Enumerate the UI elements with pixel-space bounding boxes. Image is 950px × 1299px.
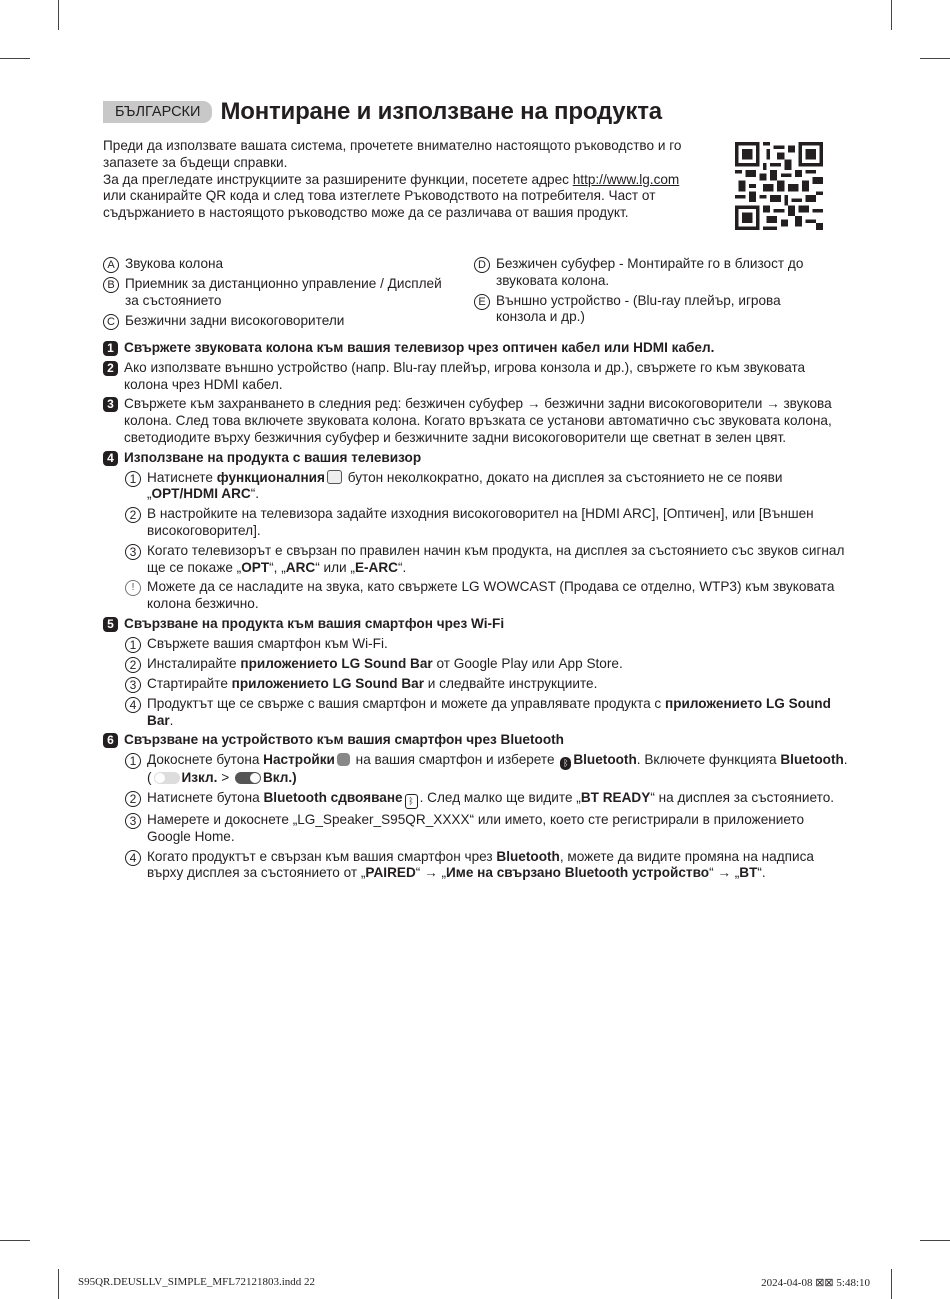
- step-number-icon: 2: [103, 361, 118, 376]
- part-e: [474, 293, 824, 327]
- text-run: , можете да видите промяна на надписа върху дисплея за състоянието от „: [147, 848, 814, 881]
- step-6-item-4: [125, 849, 848, 883]
- text-run: Вкл.: [262, 770, 293, 786]
- page-content: [103, 96, 848, 881]
- item-text: Намерете и докоснете „LG_Speaker_S95QR_XXXX“ или името, което сте регистрирали в приложението Google Home.: [147, 811, 805, 844]
- crop-mark: [58, 1269, 59, 1299]
- arrow-icon: →: [424, 865, 438, 881]
- part-c: [103, 313, 453, 330]
- step-number-icon: 5: [103, 617, 118, 632]
- step-4-item-2: [125, 506, 848, 540]
- step-6-item-3: [125, 812, 848, 846]
- arrow-icon: →: [717, 865, 731, 881]
- step-4-item-3: [125, 543, 848, 577]
- step-6-item-2: [125, 790, 848, 809]
- text-run: “.: [757, 865, 766, 881]
- text-run: Когато продуктът е свързан към вашия смартфон чрез: [147, 848, 497, 864]
- intro-text-b: или сканирайте QR кода и след това изтеглете Ръководството на потребителя. Част от съдържанието в настоящото ръководство може да се различава от вашия продукт.: [103, 188, 656, 221]
- text-run: . След малко ще видите „: [419, 789, 581, 805]
- text-run: Bluetooth сдвояване: [263, 789, 403, 805]
- function-button-icon: [327, 470, 342, 484]
- text-run: “.: [250, 486, 260, 502]
- step-1-text: Свържете звуковата колона към вашия телевизор чрез оптичен кабел или HDMI кабел.: [124, 340, 715, 355]
- step-4-note: [125, 579, 848, 613]
- step-1: [103, 340, 848, 357]
- text-run: . Включете функцията: [636, 752, 781, 768]
- arrow-icon: →: [766, 396, 780, 412]
- text-run: звукова колона. След това включете звуковата колона. Когато връзката се установи автоматично със звуковата колона, светодиодите върху безжичния субуфер и безжичните задни високоговорители ще светнат в зелен цвят.: [124, 396, 832, 445]
- text-run: безжични задни високоговорители: [540, 396, 767, 412]
- steps-list: [103, 340, 848, 885]
- intro-text-a: За да прегледате инструкциите за разширените функции, посетете адрес: [103, 171, 573, 187]
- text-run: приложението LG Sound Bar: [240, 655, 433, 671]
- crop-mark: [920, 1240, 950, 1241]
- note-text: Можете да се насладите на звука, като свържете LG WOWCAST (Продава се отделно, WTP3) към звуковата колона безжично.: [147, 579, 835, 612]
- intro-line-2: [103, 172, 703, 222]
- item-number-icon: 4: [125, 850, 141, 866]
- footer-date: 2024-04-08 ⊠⊠ 5:48:10: [761, 1277, 870, 1289]
- toggle-off-icon: [154, 772, 180, 784]
- page-title: Монтиране и използване на продукта: [220, 98, 662, 125]
- crop-mark: [58, 0, 59, 30]
- text-run: OPT: [241, 559, 270, 575]
- text-run: Bluetooth: [573, 752, 637, 768]
- step-number-icon: 4: [103, 451, 118, 466]
- qr-code-icon: [735, 142, 823, 230]
- crop-mark: [0, 58, 30, 59]
- item-text: [147, 656, 623, 673]
- text-run: на вашия смартфон и изберете: [351, 752, 559, 768]
- intro-line-1: Преди да използвате вашата система, прочетете внимателно настоящото ръководство и го запазете за бъдещи справки.: [103, 138, 682, 170]
- part-d-label: Безжичен субуфер - Монтирайте го в близост до звуковата колона.: [496, 256, 804, 288]
- crop-mark: [0, 1240, 30, 1241]
- item-text: [147, 849, 848, 883]
- toggle-on-icon: [235, 772, 261, 784]
- item-text: Свържете вашия смартфон към Wi-Fi.: [147, 635, 388, 651]
- crop-mark: [920, 58, 950, 59]
- text-run: OPT/HDMI ARC: [151, 486, 251, 502]
- text-run: Натиснете бутона: [147, 789, 264, 805]
- item-text: [147, 676, 597, 693]
- text-run: Инсталирайте: [147, 655, 241, 671]
- item-number-icon: 3: [125, 544, 141, 560]
- settings-gear-icon: [337, 753, 350, 766]
- text-run: Натиснете: [147, 469, 217, 485]
- step-2: [103, 360, 848, 394]
- step-4: [103, 450, 848, 467]
- letter-d-icon: D: [474, 257, 490, 273]
- part-d: [474, 256, 824, 290]
- language-tab: БЪЛГАРСКИ: [103, 101, 212, 123]
- text-run: “.: [397, 559, 407, 575]
- crop-mark: [891, 0, 892, 30]
- item-text: [147, 696, 848, 730]
- item-text: [147, 470, 848, 504]
- item-number-icon: 4: [125, 697, 141, 713]
- step-number-icon: 3: [103, 397, 118, 412]
- step-5-item-2: [125, 656, 848, 673]
- text-run: Стартирайте: [147, 675, 232, 691]
- part-a: [103, 256, 453, 273]
- parts-column-right: [474, 256, 824, 329]
- text-run: “: [709, 865, 718, 881]
- text-run: Когато телевизорът е свързан по правилен начин към продукта, на дисплея за състоянието със звуков сигнал ще се покаже „: [147, 542, 845, 575]
- text-run: .: [169, 712, 174, 728]
- item-number-icon: 2: [125, 791, 141, 807]
- text-run: Bluetooth: [496, 848, 560, 864]
- bluetooth-pair-button-icon: ᛒ: [405, 794, 418, 809]
- text-run: Свържете към захранването в следния ред: безжичен субуфер: [124, 396, 527, 412]
- step-5-item-1: [125, 636, 848, 653]
- text-run: приложението LG Sound Bar: [147, 695, 831, 728]
- item-number-icon: 3: [125, 813, 141, 829]
- step-5-item-3: [125, 676, 848, 693]
- item-number-icon: 3: [125, 677, 141, 693]
- text-run: Изкл.: [181, 770, 218, 786]
- item-text: [147, 752, 848, 787]
- letter-a-icon: A: [103, 257, 119, 273]
- step-6: [103, 732, 848, 749]
- letter-e-icon: E: [474, 294, 490, 310]
- step-number-icon: 6: [103, 733, 118, 748]
- letter-c-icon: C: [103, 314, 119, 330]
- part-b: [103, 276, 453, 310]
- text-run: “: [415, 865, 425, 881]
- text-run: „: [437, 865, 446, 881]
- part-e-label: Външно устройство - (Blu-ray плейър, игрова конзола и др.): [496, 292, 781, 325]
- text-run: Продуктът ще се свърже с вашия смартфон и можете да управлявате продукта с: [147, 695, 665, 711]
- text-run: BT: [739, 865, 758, 881]
- page-header: [103, 96, 848, 128]
- text-run: от Google Play или App Store.: [432, 655, 623, 671]
- item-number-icon: 1: [125, 471, 141, 487]
- text-run: Докоснете бутона: [147, 752, 264, 768]
- step-3-text: [124, 396, 848, 446]
- text-run: “ или „: [315, 559, 355, 575]
- text-run: ARC: [285, 559, 316, 575]
- text-run: Настройки: [263, 752, 335, 768]
- step-number-icon: 1: [103, 341, 118, 356]
- item-number-icon: 1: [125, 753, 141, 769]
- note-icon: !: [125, 580, 141, 596]
- text-run: Bluetooth: [780, 752, 844, 768]
- text-run: . (: [147, 752, 848, 786]
- text-run: PAIRED: [365, 865, 416, 881]
- text-run: ): [292, 770, 297, 786]
- part-c-label: Безжични задни високоговорители: [125, 312, 345, 328]
- step-4-item-1: [125, 470, 848, 504]
- text-run: и следвайте инструкциите.: [424, 675, 598, 691]
- text-run: функционалния: [216, 469, 325, 485]
- intro-text: [103, 138, 703, 222]
- step-3: [103, 396, 848, 446]
- part-b-label: Приемник за дистанционно управление / Дисплей за състоянието: [125, 276, 442, 308]
- crop-mark: [891, 1269, 892, 1299]
- bluetooth-icon: ᛒ: [560, 757, 571, 770]
- item-number-icon: 2: [125, 507, 141, 523]
- part-a-label: Звукова колона: [125, 256, 224, 271]
- text-run: “, „: [269, 559, 286, 575]
- step-5: [103, 616, 848, 633]
- item-text: В настройките на телевизора задайте изходния високоговорител на [HDMI ARC], [Оптичен], или [Външен високоговорител].: [147, 506, 814, 538]
- step-5-title: Свързване на продукта към вашия смартфон чрез Wi-Fi: [124, 615, 505, 631]
- text-run: >: [217, 770, 233, 786]
- text-run: “ на дисплея за състоянието.: [650, 789, 835, 805]
- text-run: Име на свързано Bluetooth устройство: [446, 865, 710, 881]
- text-run: „: [730, 865, 740, 881]
- step-6-item-1: [125, 752, 848, 787]
- step-4-title: Използване на продукта с вашия телевизор: [124, 449, 422, 465]
- item-text: [147, 790, 834, 809]
- item-text: [147, 543, 848, 577]
- item-number-icon: 1: [125, 637, 141, 653]
- step-2-text: Ако използвате външно устройство (напр. Blu-ray плейър, игрова конзола и др.), свържете го към звуковата колона чрез HDMI кабел.: [124, 359, 806, 392]
- text-run: E-ARC: [354, 559, 398, 575]
- footer-file: S95QR.DEUSLLV_SIMPLE_MFL72121803.indd 22: [78, 1276, 316, 1288]
- arrow-icon: →: [526, 396, 541, 412]
- step-5-item-4: [125, 696, 848, 730]
- text-run: приложението LG Sound Bar: [231, 675, 425, 691]
- parts-column-left: [103, 256, 453, 333]
- text-run: бутон неколкократно, докато на дисплея за състоянието не се появи „: [147, 469, 783, 502]
- lg-link[interactable]: http://www.lg.com: [572, 171, 680, 187]
- item-number-icon: 2: [125, 657, 141, 673]
- step-6-title: Свързване на устройството към вашия смартфон чрез Bluetooth: [124, 732, 564, 748]
- letter-b-icon: B: [103, 277, 119, 293]
- text-run: BT READY: [580, 789, 651, 805]
